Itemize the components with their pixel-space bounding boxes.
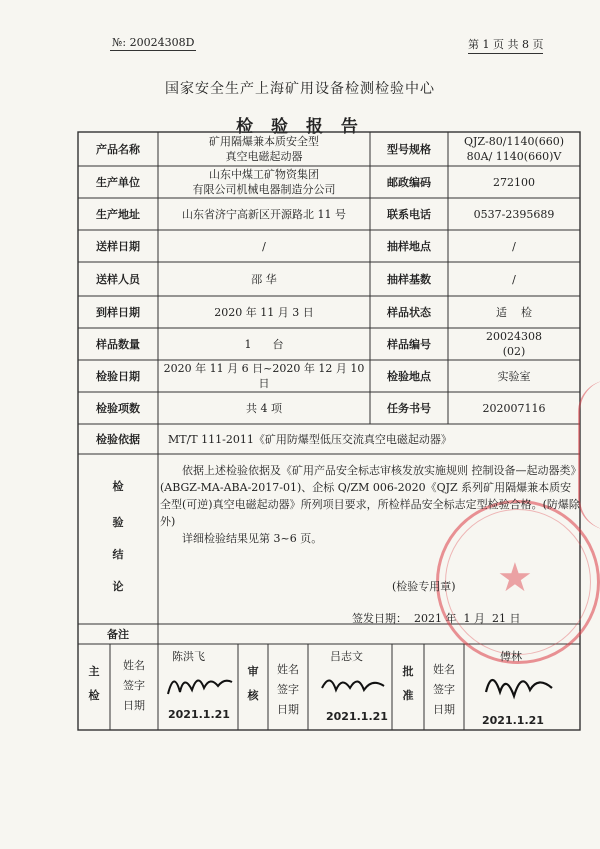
sample-place-label: 抽样地点 — [387, 239, 431, 253]
sample-base-value: / — [512, 272, 516, 286]
model-line1: QJZ-80/1140(660) — [463, 135, 565, 148]
main-check-signature — [164, 664, 236, 704]
items-label: 检验项数 — [96, 401, 140, 415]
approve-field-name: 姓名 — [433, 662, 455, 676]
review-date: 2021.1.21 — [326, 710, 388, 723]
sample-place-value: / — [512, 239, 516, 253]
report-number: №: 20024308D — [112, 36, 195, 49]
review-name: 吕志文 — [330, 650, 363, 663]
sample-base-label: 抽样基数 — [387, 272, 431, 286]
sample-no-line1: 20024308 — [486, 330, 542, 343]
quantity-label: 样品数量 — [96, 337, 140, 351]
conclusion-label-char-4: 论 — [112, 579, 124, 593]
product-name-line2: 真空电磁起动器 — [225, 150, 303, 163]
review-role-char-1: 审 — [247, 664, 259, 678]
report-title: 检 验 报 告 — [236, 117, 364, 137]
model-value — [448, 132, 580, 166]
main-check-role-char-2: 检 — [88, 688, 100, 702]
remarks-label: 备注 — [107, 627, 129, 641]
page-info: 第 1 页 共 8 页 — [468, 36, 543, 54]
approve-date: 2021.1.21 — [482, 714, 544, 727]
quantity-value: 1 台 — [244, 337, 284, 351]
conclusion-label-char-2: 验 — [112, 515, 124, 529]
approve-name: 傅林 — [500, 650, 522, 663]
send-date-label: 送样日期 — [96, 239, 140, 253]
manufacturer-value — [158, 166, 370, 198]
arrival-date-value: 2020 年 11 月 3 日 — [214, 305, 314, 319]
approve-signature — [480, 662, 560, 708]
main-check-date: 2021.1.21 — [168, 708, 230, 721]
test-date-value: 2020 年 11 月 6 日~2020 年 12 月 10 日 — [163, 362, 365, 390]
product-name-value — [158, 132, 370, 166]
basis-value: MT/T 111-2011《矿用防爆型低压交流真空电磁起动器》 — [168, 432, 452, 446]
postal-code-value: 272100 — [493, 175, 535, 189]
task-no-label: 任务书号 — [387, 401, 431, 415]
sender-value: 邵 华 — [251, 272, 277, 286]
test-date-label: 检验日期 — [96, 369, 140, 383]
model-line2: 80A/ 1140(660)V — [466, 150, 562, 163]
review-signature — [318, 664, 390, 704]
test-place-label: 检验地点 — [387, 369, 431, 383]
main-check-field-date: 日期 — [123, 698, 145, 712]
arrival-date-label: 到样日期 — [96, 305, 140, 319]
sample-no-line2: (02) — [502, 345, 526, 358]
model-label: 型号规格 — [387, 142, 431, 156]
basis-label: 检验依据 — [96, 432, 140, 446]
main-check-name: 陈洪飞 — [172, 650, 205, 663]
conclusion-paragraph-1: 依据上述检验依据及《矿用产品安全标志审核发放实施规则 控制设备—起动器类》(ABGZ-MA-ABA-2017-01)、企标 Q/ZM 006-2020《QJZ 系列矿用隔爆兼本质安全型(可逆)真空电磁起动器》所列项目要求，所检样品安全标志定型检验合格。(防爆除外) — [160, 464, 580, 528]
address-value: 山东省济宁高新区开源路北 11 号 — [182, 207, 346, 221]
approve-role-char-2: 准 — [402, 688, 414, 702]
phone-label: 联系电话 — [387, 207, 431, 221]
conclusion-text — [160, 462, 580, 547]
review-field-name: 姓名 — [277, 662, 299, 676]
review-field-sign: 签字 — [277, 682, 299, 696]
conclusion-label-char-3: 结 — [112, 547, 124, 561]
sample-no-label: 样品编号 — [387, 337, 431, 351]
main-check-field-sign: 签字 — [123, 678, 145, 692]
main-check-field-name: 姓名 — [123, 658, 145, 672]
review-role-char-2: 核 — [247, 688, 259, 702]
review-field-date: 日期 — [277, 702, 299, 716]
sender-label: 送样人员 — [96, 272, 140, 286]
approve-field-sign: 签字 — [433, 682, 455, 696]
sample-status-label: 样品状态 — [387, 305, 431, 319]
edge-seal — [578, 380, 600, 530]
organization-name: 国家安全生产上海矿用设备检测检验中心 — [165, 81, 435, 97]
approve-role-char-1: 批 — [402, 664, 414, 678]
manufacturer-line2: 有限公司机械电器制造分公司 — [192, 183, 336, 196]
approve-field-date: 日期 — [433, 702, 455, 716]
send-date-value: / — [262, 239, 266, 253]
items-value: 共 4 项 — [246, 401, 282, 415]
conclusion-label-char-1: 检 — [112, 479, 124, 493]
manufacturer-label: 生产单位 — [96, 175, 140, 189]
seal-label: (检验专用章) — [392, 580, 456, 593]
postal-code-label: 邮政编码 — [387, 175, 431, 189]
manufacturer-line1: 山东中煤工矿物资集团 — [209, 168, 319, 181]
conclusion-paragraph-2: 详细检验结果见第 3~6 页。 — [182, 532, 323, 545]
product-name-line1: 矿用隔爆兼本质安全型 — [209, 135, 319, 148]
seal-star-icon: ★ — [497, 555, 533, 601]
main-check-role-char-1: 主 — [88, 664, 100, 678]
task-no-value: 202007116 — [482, 401, 546, 415]
test-place-value: 实验室 — [497, 369, 531, 383]
sample-status-value: 适 检 — [496, 305, 532, 319]
address-label: 生产地址 — [96, 207, 140, 221]
phone-value: 0537-2395689 — [473, 207, 555, 221]
issue-date: 签发日期： 2021 年 1 月 21 日 — [352, 612, 521, 625]
product-name-label: 产品名称 — [96, 142, 140, 156]
sample-no-value — [448, 328, 580, 360]
